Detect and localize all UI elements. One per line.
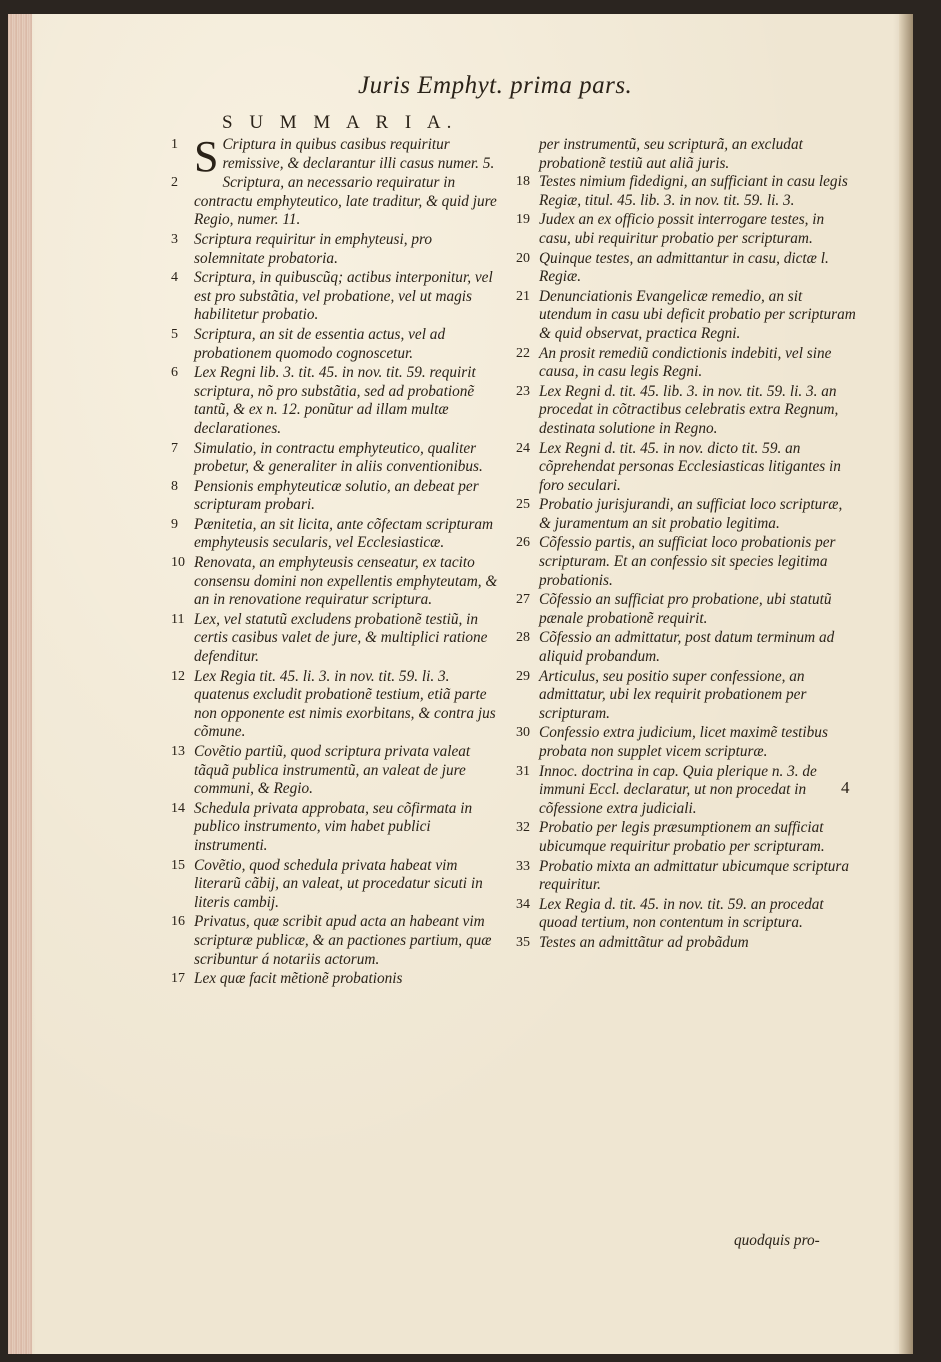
entry-text: Pænitetia, an sit licita, ante cõfectam scripturam emphyteusis secularis, vel Ecclesiasticæ. — [194, 515, 494, 552]
entry-text-body: Criptura in quibus casibus requiritur remissive, & declarantur illi casus numer. 5. — [222, 136, 495, 172]
summary-entry — [516, 345, 856, 382]
summary-entry — [516, 250, 856, 287]
summary-entry — [171, 364, 506, 438]
entry-text: Lex Regni d. tit. 45. in nov. dicto tit. 59. an cõprehendat personas Ecclesiasticas litigantes in foro seculari. — [539, 439, 841, 494]
entry-number: 10 — [171, 555, 185, 571]
entry-number: 28 — [516, 630, 530, 646]
drop-capital: S — [194, 132, 219, 181]
entry-number: 17 — [171, 971, 185, 987]
entry-text — [194, 132, 506, 181]
entry-text: Scriptura, in quibuscũq; actibus interponitur, vel est pro substãtia, vel probatione, vel ut magis habilitetur probatio. — [194, 269, 493, 324]
summary-entry — [516, 896, 856, 933]
summary-entry — [171, 668, 506, 742]
entry-number: 6 — [171, 365, 178, 381]
entry-text: Privatus, quæ scribit apud acta an habeant vim scripturæ publicæ, & an pactiones partium, quæ scribuntur á notariis actorum. — [194, 913, 492, 968]
entry-number: 8 — [171, 478, 178, 494]
entry-number: 29 — [516, 668, 530, 684]
entry-number: 35 — [516, 934, 530, 950]
entry-number: 5 — [171, 326, 178, 342]
summary-entry — [516, 763, 856, 819]
page-gutter — [899, 14, 913, 1354]
entry-number: 24 — [516, 440, 530, 456]
book-page — [8, 14, 913, 1354]
summary-entry — [516, 858, 856, 895]
entry-number: 22 — [516, 345, 530, 361]
summary-entry — [516, 440, 856, 496]
entry-number: 9 — [171, 516, 178, 532]
entry-text: Probatio jurisjurandi, an sufficiat loco scripturæ, & juramentum an sit probatio legitima. — [539, 496, 843, 532]
entry-text: Simulatio, in contractu emphyteutico, qualiter probetur, & generaliter in aliis conventionibus. — [194, 439, 483, 476]
entry-text: Cõfessio an sufficiat pro probatione, ubi statutũ pænale probationẽ requirit. — [539, 591, 832, 627]
page-edge — [8, 14, 32, 1354]
summary-entry — [171, 478, 506, 515]
entry-text: Confessio extra judicium, licet maximẽ testibus probata non supplet vicem scripturæ. — [539, 724, 828, 760]
entry-number: 32 — [516, 820, 530, 836]
entry-text: Probatio per legis præsumptionem an sufficiat ubicumque requiritur probatio per scripturam. — [539, 819, 825, 855]
entry-text: Articulus, seu positio super confessione, an admittatur, ubi lex requirit probationem per scripturam. — [539, 667, 807, 722]
entry-number: 1 — [171, 137, 178, 152]
summaria-heading: S U M M A R I A. — [222, 112, 458, 133]
entry-text: Scriptura requiritur in emphyteusi, pro solemnitate probatoria. — [194, 230, 433, 267]
entry-text: Lex Regia tit. 45. li. 3. in nov. tit. 59. li. 3. quatenus excludit probationẽ testium, etiã parte non opponente est nimis exorbitans, & contra jus cõmune. — [194, 667, 496, 741]
entry-number: 15 — [171, 857, 185, 873]
entry-text: Lex quæ facit mẽtionẽ probationis — [194, 970, 403, 988]
entry-text: Pensionis emphyteuticæ solutio, an debeat per scripturam probari. — [194, 477, 479, 514]
entry-text: An prosit remediũ condictionis indebiti, vel sine causa, in casu legis Regni. — [539, 344, 832, 381]
running-header: Juris Emphyt. prima pars. — [358, 72, 633, 99]
summary-entry — [516, 934, 856, 953]
entry-number: 3 — [171, 231, 178, 247]
entry-text: Scriptura, an sit de essentia actus, vel ad probationem quomodo cognoscetur. — [194, 325, 446, 362]
summary-entry — [171, 800, 506, 856]
catchword: quodquis pro- — [734, 1232, 820, 1249]
entry-text: Cõfessio partis, an sufficiat loco probationis per scripturam. Et an confessio sit species legitima probationis. — [539, 534, 836, 589]
entry-text: Innoc. doctrina in cap. Quia plerique n. 3. de immuni Eccl. declaratur, ut non procedat in cõfessione extra judiciali. — [539, 762, 817, 817]
summary-column-right — [516, 136, 856, 954]
summary-entry — [516, 173, 856, 210]
entry-number: 34 — [516, 896, 530, 912]
entry-number: 7 — [171, 440, 178, 456]
entry-text: Renovata, an emphyteusis censeatur, ex tacito consensu domini non expellentis emphyteutam, & an in renovatione requiratur scriptura. — [194, 554, 498, 609]
entry-text: Scriptura, an necessario requiratur in contractu emphyteutico, late traditur, & quid jure Regio, numer. 11. — [194, 174, 497, 229]
entry-number: 33 — [516, 858, 530, 874]
summary-entry — [516, 383, 856, 439]
summary-entry — [171, 231, 506, 268]
summary-entry — [171, 174, 506, 230]
entry-text: Cõfessio an admittatur, post datum terminum ad aliquid probandum. — [539, 629, 835, 666]
entry-number: 14 — [171, 800, 185, 816]
entry-text: Quinque testes, an admittantur in casu, dictæ l. Regiæ. — [539, 249, 829, 286]
summary-entry — [171, 516, 506, 553]
entry-text: Probatio mixta an admittatur ubicumque scriptura requiritur. — [539, 857, 850, 894]
entry-text: Lex Regni lib. 3. tit. 45. in nov. tit. 59. requirit scriptura, nõ pro substãtia, sed ad probationẽ tantũ, & ex n. 12. ponũtur ad illam multæ declarationes. — [194, 364, 476, 437]
entry-number: 25 — [516, 497, 530, 513]
summary-entry — [516, 211, 856, 248]
entry-number: 20 — [516, 250, 530, 266]
entry-text: Judex an ex officio possit interrogare testes, in casu, ubi requiritur probatio per scripturam. — [539, 211, 825, 247]
summary-entry — [516, 534, 856, 590]
summary-entry — [516, 591, 856, 628]
entry-text: Lex, vel statutũ excludens probationẽ testiũ, in certis casibus valet de jure, & multiplici ratione defenditur. — [194, 610, 488, 666]
margin-note: 4 — [841, 778, 850, 797]
summary-entry — [171, 554, 506, 610]
entry-text: Covẽtio, quod schedula privata habeat vim literarũ cãbij, an valeat, ut procedatur sicuti in literis cambij. — [194, 856, 483, 911]
summary-entry — [516, 724, 856, 761]
summary-entry — [171, 269, 506, 325]
entry-number: 12 — [171, 668, 185, 684]
entry-text: Lex Regni d. tit. 45. lib. 3. in nov. tit. 59. li. 3. an procedat in cõtractibus celebratis extra Regnum, destinata solutione in Regno. — [539, 382, 839, 437]
entry-text: Covẽtio partiũ, quod scriptura privata valeat tãquã publica instrumentũ, an valeat de jure communi, & Regio. — [194, 743, 471, 798]
summary-entry — [171, 913, 506, 969]
entry-text: Testes nimium fidedigni, an sufficiant in casu legis Regiæ, titul. 45. lib. 3. in nov. tit. 59. li. 3. — [539, 173, 848, 209]
entry-number: 19 — [516, 212, 530, 228]
entry-text: Testes an admittãtur ad probãdum — [539, 933, 749, 951]
entry-number: 27 — [516, 592, 530, 608]
summary-entry — [171, 326, 506, 363]
entry-number: 13 — [171, 744, 185, 759]
entry-number: 23 — [516, 383, 530, 399]
entry-number: 16 — [171, 914, 185, 930]
entry-text: Denunciationis Evangelicæ remedio, an sit utendum in casu ubi deficit probatio per scripturam & quid observat, practica Regni. — [539, 287, 856, 342]
summary-entry — [516, 629, 856, 666]
entry-number: 30 — [516, 725, 530, 741]
summary-entry — [516, 819, 856, 856]
entry-number: 2 — [171, 175, 178, 191]
entry-text: Schedula privata approbata, seu cõfirmata in publico instrumento, vim habet publici instrumenti. — [194, 799, 473, 854]
summary-column-left — [171, 132, 506, 990]
entry-number: 26 — [516, 535, 530, 551]
summary-entry — [516, 496, 856, 533]
entry-number: 21 — [516, 288, 530, 304]
summary-entry — [171, 440, 506, 477]
entry-text: Lex Regia d. tit. 45. in nov. tit. 59. an procedat quoad tertium, non contentum in scriptura. — [539, 895, 824, 932]
summary-entry — [516, 668, 856, 724]
entry-continuation: per instrumentũ, seu scripturã, an excludat probationẽ testiũ aut aliã juris. — [539, 136, 803, 172]
summary-entry — [171, 857, 506, 913]
summary-entry — [171, 970, 506, 989]
summary-entry — [171, 743, 506, 799]
entry-number: 18 — [516, 174, 530, 190]
entry-number: 31 — [516, 763, 530, 779]
entry-number: 4 — [171, 270, 178, 286]
summary-entry — [171, 611, 506, 667]
summary-entry — [171, 132, 506, 181]
entry-number: 11 — [171, 611, 185, 627]
summary-entry — [516, 288, 856, 344]
